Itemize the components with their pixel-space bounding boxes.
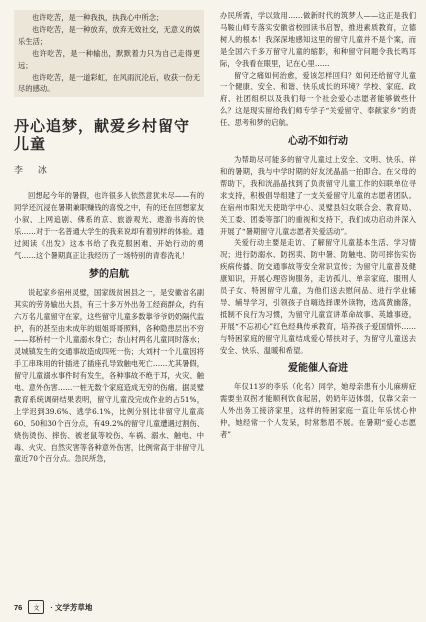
- intro-block: [14, 10, 204, 97]
- intro-paragraph: 也许吃苦，是一种我执，执我心中所念；: [32, 13, 164, 22]
- intro-paragraph: 也许吃苦，是一道彩虹，在风雨沉沦后，收获一份无尽的感动。: [18, 72, 200, 94]
- section-title-dream-launch: 梦的启航: [89, 268, 129, 280]
- page-number: 76: [14, 602, 23, 612]
- intro-paragraph: 也许吃苦，是一种输出，默默着力只为自己走得更远；: [18, 48, 200, 70]
- intro-paragraph: 也许吃苦，是一种放弃，放弃无效社交，无意义的娱乐生活；: [18, 24, 200, 46]
- body-paragraph: 关爱行动主要是走访、了解留守儿童基本生活、学习情况；进行防溺水、防拐卖、防中暑、防触电、防可摔伤实伤疾病传播、防交通事故等安全常识宣传；为留守儿童普及健康知识，开展心理咨询服务，走访孤儿、单亲家庭、服刑人员子女、特困留守儿童，为他们送去慰问品、进行学业辅导、辅导学习，引领孩子自嗨选择课外读物，选高黄幽落，抵制不良行为习惯，为留守儿童宣讲革命故事、英雄事迹，开展“不忘初心”红色经典传承教育，培养孩子爱国情怀……与特困家庭的留守儿童结成爱心帮扶对子，为留守儿童送去安全、快乐、温暖和希望。: [220, 238, 416, 355]
- article-title: 丹心追梦，献爱乡村留守儿童: [14, 117, 191, 154]
- body-paragraph: 为帮助尽可能多的留守儿童过上安全、文明、快乐、祥和的暑期，我与中学时期的好友洸晶晶一拍即合。在父母的帮助下，我和洸晶晶找到了负责留守儿童工作的妇联单位寻求支持，积极倡导组建了一支关爱留守儿童的志愿者团队。在宿州市阳光天使助学中心、灵璧县妇女联合会、教育局、关工委、团委等部门的重视和支持下，我们成功启动并深入开展了“暑期留守儿童志愿者关爱活动”。: [220, 155, 416, 236]
- article-author: 李 冰: [14, 166, 53, 177]
- section-title-love-inspires: 爱能催人奋进: [288, 363, 348, 375]
- magazine-name: · 文学芳草地: [50, 602, 93, 612]
- magazine-logo-icon: 文: [28, 600, 44, 614]
- page-footer: [14, 600, 92, 614]
- right-column: [220, 10, 416, 441]
- left-column: [14, 10, 204, 465]
- body-paragraph: 回想起今年的暑假，也许很多人依然意犹未尽——有的同学还沉浸在暑期兼职赚钱的喜悦之中，有的还在回想家友小叙、上网追剧、佛系的京、旅游观光、遨游书海的快乐……对于一名普通大学生的我来说却有着别样的体验。通过阅读《出发》这本书给了我克服困难、开始行动的勇气……这个暑期真正让我经历了一场特别的青春洗礼！: [14, 191, 204, 260]
- body-paragraph: 说起家乡宿州灵璧，国家级贫困县之一，是安徽省名副其实的劳务输出大县，有三十多万外出务工经商群众，约有六万名儿童留守在家，这些留守儿童多数靠爷爷奶奶隔代监护，有的甚至由未成年的姐姐哥哥照料，各种隐患层出不穷——郑桥村一个儿童溺水身亡；杏山村两名儿童同时落水；灵城镇发生的交通事故造成四死一伤；大刘村一个儿童因将手工串珠用的针插进了插座孔导致触电死亡……尤其暑假，留守儿童溺水事件时有发生，各种事故不绝于耳，火灾、触电、意外伤害……一桩无数个家庭造成无穷的伤痛。据灵璧教育系统调研结果表明，留守儿童没完成作业的占51%，上学迟到39.6%、逃学6.1%，比例分别比非留守儿童高60、50和30个百分点，有49.2%的留守儿童遭遇过割伤、烧伤烫伤、摔伤、被老鼠等咬伤、车祸、溺水、触电、中毒、火灾、自然灾害等各种意外伤害，比例常高于非留守儿童近70个百分点。急民所急，: [14, 287, 204, 464]
- body-paragraph: 年仅11岁的李乐（化名）同学，她母亲患有小儿麻痹症需要坐双拐才能顺利饮食起居，奶奶年迈体弱，仅靠父亲一人外出务工接济家里，这样的特困家庭一直让年乐忧心仲仲，她经常一个人发呆，时常愁眉不展。在暑期“爱心志愿者”: [220, 382, 416, 440]
- body-paragraph: 办民所需，学以致用……做新时代的筑梦人——这正是我们马鞍山师专落实安徽省校园读书启智，推进素质教育，立德树人的根本！我深深地感知这里的留守儿童并不是个案，而是全国六千多万留守儿童的缩影，和种留守问题令我长鸣耳际，令我看在眼里，记在心里……: [220, 11, 416, 68]
- body-paragraph: 留守之痛如何治愈，爱该怎样回归？如何还给留守儿童一个健康、安全、和谐、快乐成长的环境？学校、家庭、政府、社团组织以及我们每一个社会爱心志愿者能够做些什么？这是现实留给我们师专学子“关爱留守、奉献家乡”的责任、思考和梦的启航。: [220, 70, 416, 128]
- section-title-take-action: 心动不如行动: [288, 136, 348, 148]
